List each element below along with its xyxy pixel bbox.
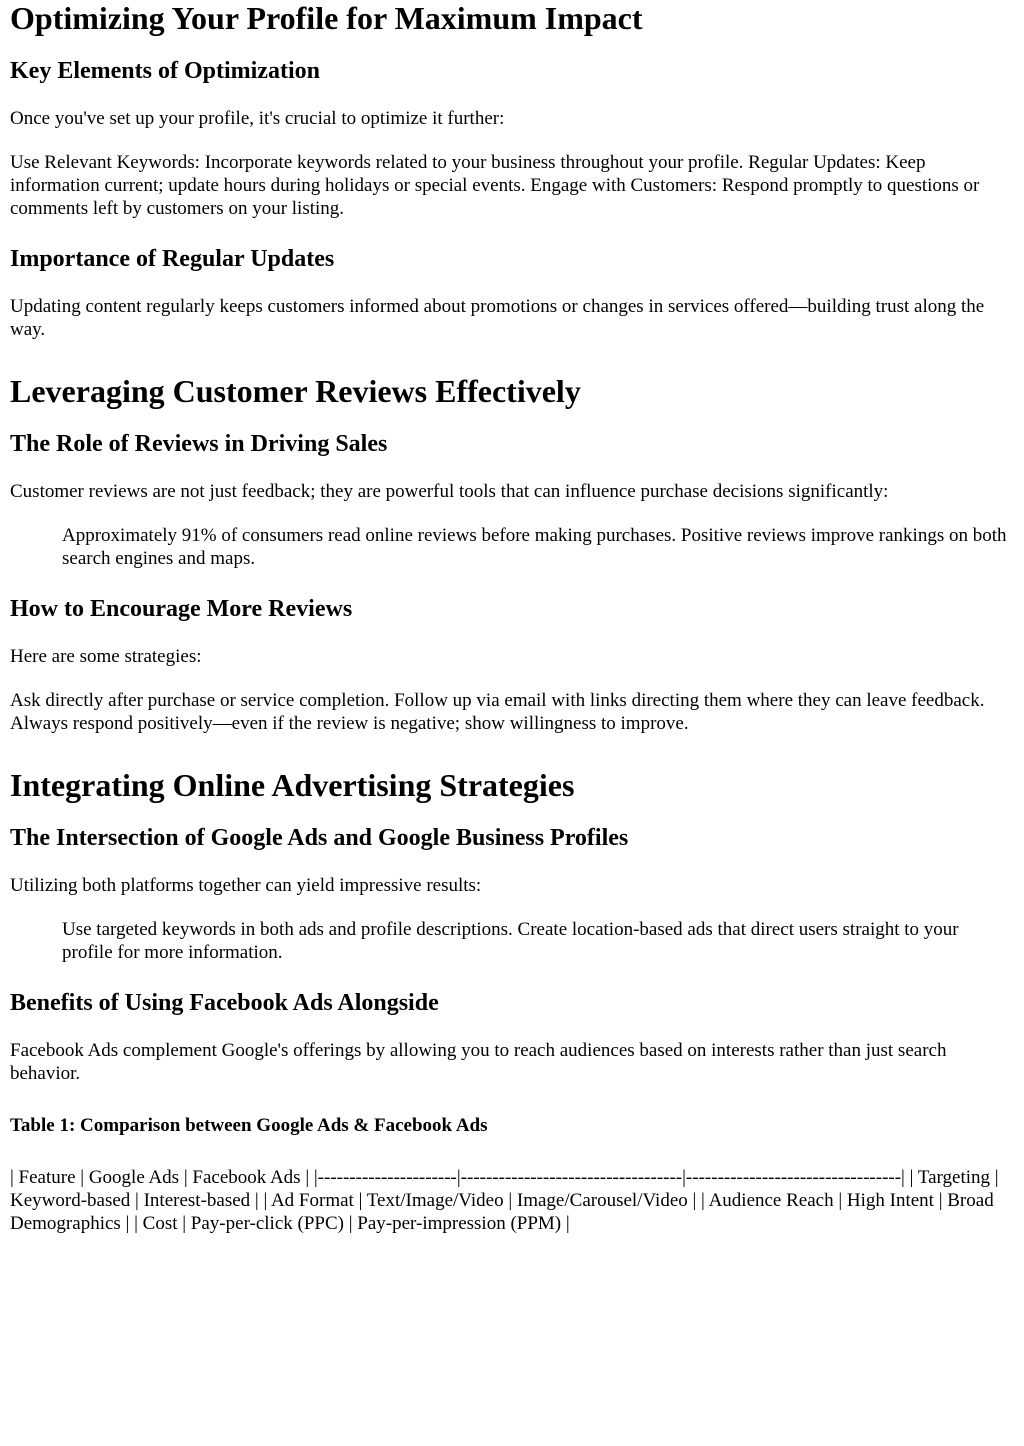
section-heading: Optimizing Your Profile for Maximum Impact xyxy=(10,0,643,36)
subsection-heading: Importance of Regular Updates xyxy=(10,246,335,272)
paragraph: Here are some strategies: xyxy=(10,646,202,667)
paragraph: Facebook Ads complement Google's offerings by allowing you to reach audiences based on interests rather than just search behavior. xyxy=(10,1040,947,1084)
paragraph: Ask directly after purchase or service completion. Follow up via email with links directing them where they can leave feedback. Always respond positively—even if the review is negative; show willingness to improve. xyxy=(10,690,985,734)
paragraph: Once you've set up your profile, it's crucial to optimize it further: xyxy=(10,108,505,129)
paragraph: Customer reviews are not just feedback; they are powerful tools that can influence purchase decisions significantly: xyxy=(10,481,889,502)
section-heading: Integrating Online Advertising Strategies xyxy=(10,767,575,803)
subsection-heading: The Intersection of Google Ads and Google Business Profiles xyxy=(10,825,629,851)
section-heading: Leveraging Customer Reviews Effectively xyxy=(10,373,581,409)
paragraph: Use Relevant Keywords: Incorporate keywords related to your business throughout your profile. Regular Updates: Keep information current; update hours during holidays or special events. Engage with Customers: Respond promptly to questions or comments left by customers on your listing. xyxy=(10,152,980,219)
subsection-heading: Benefits of Using Facebook Ads Alongside xyxy=(10,990,439,1016)
subsection-heading: The Role of Reviews in Driving Sales xyxy=(10,431,388,457)
subsection-heading: Key Elements of Optimization xyxy=(10,58,320,84)
markdown-table-text: | Feature | Google Ads | Facebook Ads | |----------------------|-----------------------------------|----------------------------------| | Targeting | Keyword-based | Interest-based | | Ad Format | Text/Image/Video | Image/Carousel/Video | | Audience Reach | High Intent | Broad Demographics | | Cost | Pay-per-click (PPC) | Pay-per-impression (PPM) | xyxy=(10,1167,999,1234)
paragraph: Utilizing both platforms together can yield impressive results: xyxy=(10,875,482,896)
blockquote: Use targeted keywords in both ads and profile descriptions. Create location-based ads that direct users straight to your profile for more information. xyxy=(62,919,959,963)
paragraph: Updating content regularly keeps customers informed about promotions or changes in services offered—building trust along the way. xyxy=(10,296,985,340)
subsection-heading: How to Encourage More Reviews xyxy=(10,596,353,622)
blockquote: Approximately 91% of consumers read online reviews before making purchases. Positive reviews improve rankings on both search engines and maps. xyxy=(62,525,1007,569)
table-caption: Table 1: Comparison between Google Ads & Facebook Ads xyxy=(10,1115,488,1136)
